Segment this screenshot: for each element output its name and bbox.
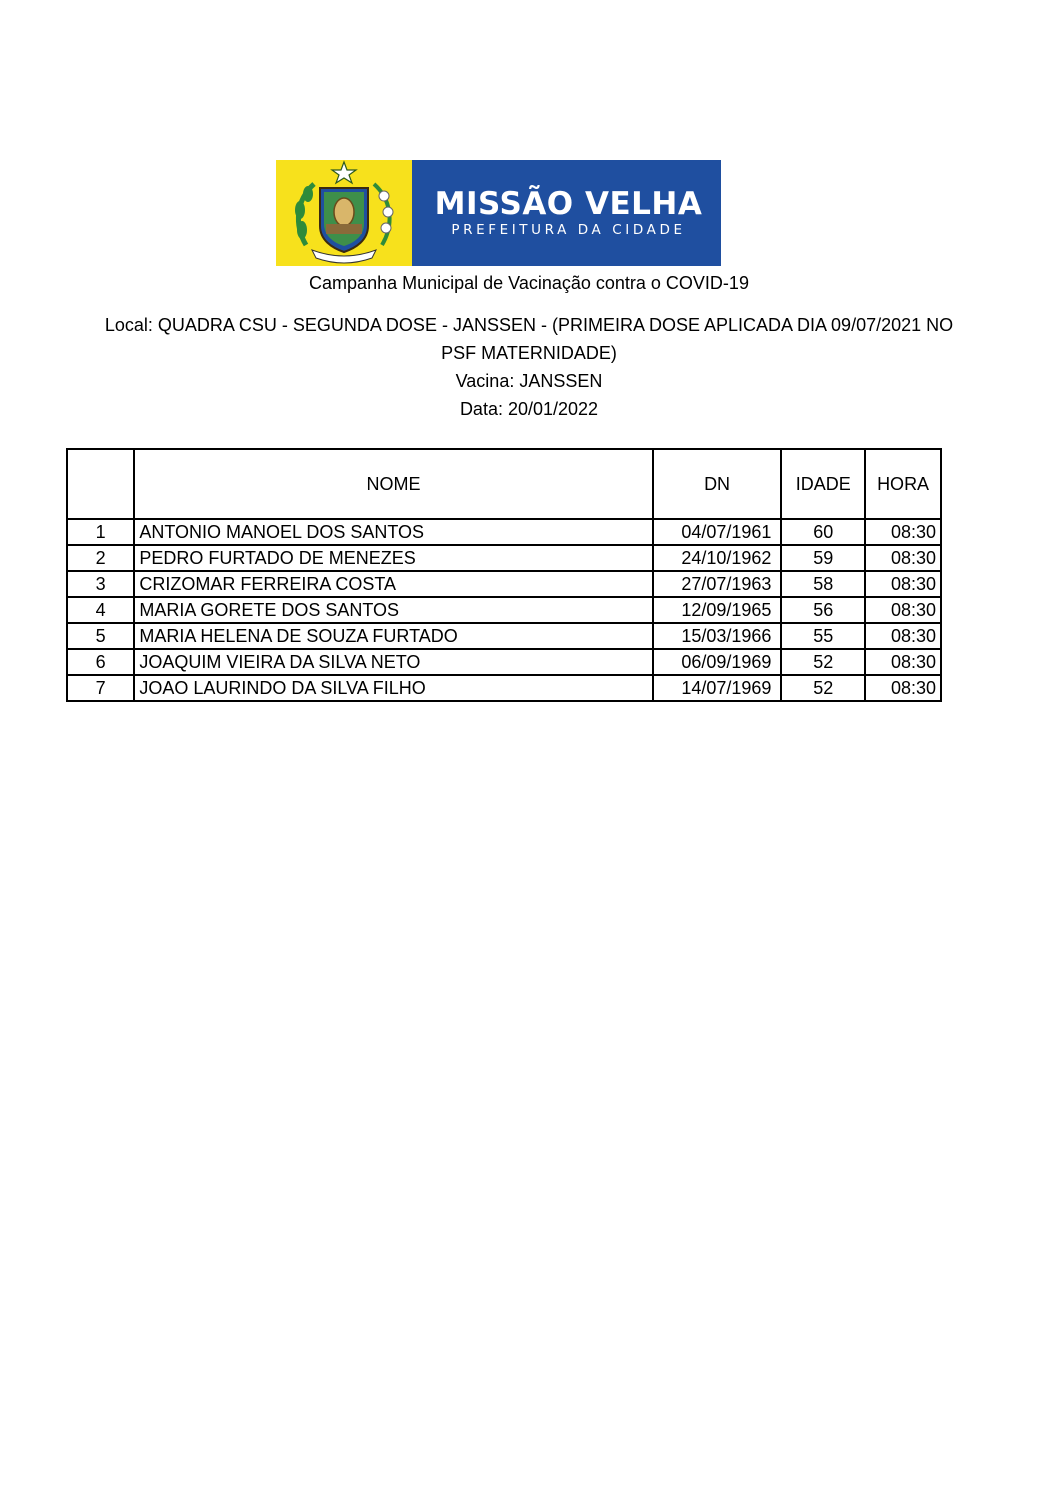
- cell-idade: 55: [781, 623, 865, 649]
- table-row: [67, 519, 941, 545]
- header-idade: IDADE: [781, 449, 865, 519]
- header-hora: HORA: [865, 449, 941, 519]
- table-header-row: [67, 449, 941, 519]
- header-dn: DN: [653, 449, 782, 519]
- cell-dn: 24/10/1962: [653, 545, 782, 571]
- cell-nome: JOAO LAURINDO DA SILVA FILHO: [134, 675, 652, 701]
- table-row: [67, 571, 941, 597]
- cell-idade: 60: [781, 519, 865, 545]
- cell-dn: 27/07/1963: [653, 571, 782, 597]
- cell-hora: 08:30: [865, 571, 941, 597]
- table-row: [67, 649, 941, 675]
- cell-nome: JOAQUIM VIEIRA DA SILVA NETO: [134, 649, 652, 675]
- vaccination-table: [66, 448, 942, 702]
- cell-idade: 56: [781, 597, 865, 623]
- cell-nome: CRIZOMAR FERREIRA COSTA: [134, 571, 652, 597]
- crest-emblem: [276, 160, 412, 266]
- cell-num: 4: [67, 597, 134, 623]
- cell-idade: 59: [781, 545, 865, 571]
- cell-nome: PEDRO FURTADO DE MENEZES: [134, 545, 652, 571]
- city-logo: [276, 160, 721, 266]
- date-line: Data: 20/01/2022: [459, 399, 599, 419]
- cell-nome: ANTONIO MANOEL DOS SANTOS: [134, 519, 652, 545]
- cell-hora: 08:30: [865, 623, 941, 649]
- table-row: [67, 623, 941, 649]
- cell-dn: 14/07/1969: [653, 675, 782, 701]
- logo-main-text: MISSÃO VELHA: [434, 186, 703, 222]
- table-row: [67, 597, 941, 623]
- cell-num: 3: [67, 571, 134, 597]
- cell-num: 1: [67, 519, 134, 545]
- header-nome: NOME: [134, 449, 652, 519]
- logo-wordmark: [412, 160, 721, 266]
- table-row: [67, 675, 941, 701]
- cell-dn: 15/03/1966: [653, 623, 782, 649]
- header-num: [67, 449, 134, 519]
- cell-idade: 52: [781, 675, 865, 701]
- cell-hora: 08:30: [865, 649, 941, 675]
- location-line-1: Local: QUADRA CSU - SEGUNDA DOSE - JANSSEN - (PRIMEIRA DOSE APLICADA DIA 09/07/2021 NO: [104, 315, 954, 335]
- cell-dn: 06/09/1969: [653, 649, 782, 675]
- cell-num: 5: [67, 623, 134, 649]
- cell-hora: 08:30: [865, 519, 941, 545]
- cell-dn: 04/07/1961: [653, 519, 782, 545]
- cell-num: 7: [67, 675, 134, 701]
- cell-hora: 08:30: [865, 545, 941, 571]
- cell-idade: 58: [781, 571, 865, 597]
- cell-hora: 08:30: [865, 675, 941, 701]
- cell-num: 6: [67, 649, 134, 675]
- cell-nome: MARIA HELENA DE SOUZA FURTADO: [134, 623, 652, 649]
- cell-hora: 08:30: [865, 597, 941, 623]
- cell-idade: 52: [781, 649, 865, 675]
- cell-num: 2: [67, 545, 134, 571]
- cell-dn: 12/09/1965: [653, 597, 782, 623]
- table-row: [67, 545, 941, 571]
- logo-sub-text: PREFEITURA DA CIDADE: [451, 222, 686, 238]
- campaign-title: Campanha Municipal de Vacinação contra o COVID-19: [309, 273, 749, 293]
- location-line-2: PSF MATERNIDADE): [441, 343, 617, 363]
- vaccine-line: Vacina: JANSSEN: [455, 371, 603, 391]
- cell-nome: MARIA GORETE DOS SANTOS: [134, 597, 652, 623]
